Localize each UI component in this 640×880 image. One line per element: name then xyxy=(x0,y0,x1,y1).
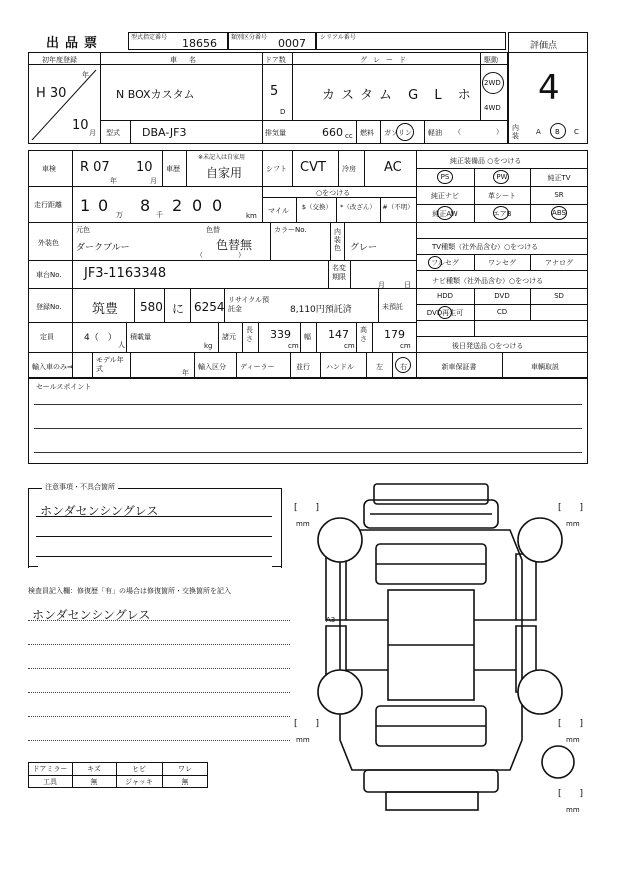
mileage-exchange: $（交換） xyxy=(301,203,333,211)
bracket-bottom-right: [ ] xyxy=(558,719,584,729)
car-name-label: 車名 xyxy=(170,56,208,64)
inspection-value: R 07 xyxy=(80,160,110,175)
mileage-man: 万 xyxy=(116,211,123,219)
registration-number: 6254 xyxy=(194,300,225,314)
navi-sd: SD xyxy=(554,292,564,300)
original-color: ダークブルー xyxy=(76,243,130,253)
displacement-value: 660 xyxy=(322,126,343,139)
class-number-label: 類別区分番号 xyxy=(231,34,268,41)
year-unit: 年 xyxy=(82,71,89,79)
mileage-digit-6: 0 xyxy=(212,196,223,215)
grade-label: グレード xyxy=(360,56,412,64)
import-dealer: ディーラー xyxy=(240,363,275,371)
legend-break: ワレ xyxy=(178,765,192,773)
later-title: 後日発送品 ○をつける xyxy=(452,342,524,350)
option-airbag-circle xyxy=(493,206,509,220)
shift-label: シフト xyxy=(266,165,287,173)
option-ps-circle xyxy=(437,170,453,184)
legend-jack: ジャッキ xyxy=(125,778,153,786)
fuel-gasoline: ガソリン xyxy=(384,129,412,137)
mileage-label: 走行距離 xyxy=(34,201,62,209)
legend-mirror: ドアミラー xyxy=(32,765,68,773)
option-tv: 純正TV xyxy=(547,174,571,182)
navi-hdd: HDD xyxy=(436,292,454,300)
fuel-diesel: 軽油 xyxy=(428,129,442,137)
recycle-unpaid: 未預託 xyxy=(382,303,403,311)
mm-bottom-right: mm xyxy=(566,736,580,744)
bracket-spare: [ ] xyxy=(558,789,584,799)
model-value: DBA-JF3 xyxy=(142,126,187,139)
capacity-label: 定員 xyxy=(40,333,54,341)
mileage-digit-1: 1 xyxy=(80,196,91,215)
mileage-unknown: #（不明） xyxy=(382,203,414,211)
mileage-sen: 千 xyxy=(156,211,163,219)
capacity-value: 4（ ） xyxy=(84,333,117,343)
displacement-label: 排気量 xyxy=(265,129,286,137)
mm-bottom-left: mm xyxy=(296,736,310,744)
tv-fullseg-circle xyxy=(428,256,442,269)
tv-analog: アナログ xyxy=(545,259,573,267)
recycle-label: リサイクル預託金 xyxy=(228,296,270,313)
repaint-paren: （ ） xyxy=(196,251,245,259)
import-parallel: 並行 xyxy=(296,363,310,371)
interior-circle xyxy=(550,123,566,139)
registration-place: 筑豊 xyxy=(92,302,119,317)
mileage-km: km xyxy=(246,212,257,220)
height-cm: cm xyxy=(400,342,411,350)
damage-mark: A3 xyxy=(326,616,336,624)
sheet-title: 出品票 xyxy=(46,36,104,51)
repaint-label: 色替 xyxy=(206,226,220,234)
interior-color-label: 内装色 xyxy=(334,228,341,252)
first-reg-month: 10 xyxy=(72,118,89,133)
navi-cd: CD xyxy=(496,308,508,316)
class-number: 0007 xyxy=(278,37,306,50)
inspector-label: 検査員記入欄：修復歴「有」の場合は修復箇所・交換箇所を記入 xyxy=(28,587,231,595)
chassis-number: JF3-1163348 xyxy=(84,266,167,281)
navi-dvd: DVD xyxy=(494,292,510,300)
recycle-amount: 8,110円預託済 xyxy=(290,305,352,315)
fuel-label: 燃料 xyxy=(360,129,374,137)
fuel-circle xyxy=(396,123,414,141)
tv-oneseg: ワンセグ xyxy=(488,259,516,267)
mileage-note: ○をつける xyxy=(316,189,351,197)
doors-label: ドア数 xyxy=(265,56,286,64)
navi-title: ナビ種類（社外品含む）○をつける xyxy=(432,277,544,285)
length-cm: cm xyxy=(288,342,299,350)
import-label: 輸入車のみ⇒ xyxy=(32,363,73,371)
inspector-text: ホンダセンシングレス xyxy=(32,608,151,622)
mileage-digit-2: 0 xyxy=(98,196,109,215)
ac-value: AC xyxy=(384,160,402,175)
option-airbag: エアB xyxy=(492,210,512,218)
option-sr: SR xyxy=(554,191,564,199)
width-cm: cm xyxy=(344,342,355,350)
capacity-unit: 人 xyxy=(118,341,125,349)
option-aw: 純正AW xyxy=(432,210,458,218)
month-unit: 月 xyxy=(89,129,96,137)
model-year-label: モデル年式 xyxy=(96,356,124,373)
cc-unit: cc xyxy=(345,132,353,140)
load-kg: kg xyxy=(204,342,213,350)
door-count: 5 xyxy=(270,84,279,99)
notes-label: 注意事項・不具合箇所 xyxy=(42,482,118,492)
option-navi: 純正ナビ xyxy=(431,192,459,200)
option-abs-circle xyxy=(551,206,567,220)
navi-dvd-play: DVD再生可 xyxy=(426,309,464,317)
mileage-digit-4: 2 xyxy=(172,196,183,215)
car-diagram xyxy=(290,470,590,820)
door-type: D xyxy=(280,108,286,116)
inspection-label: 車検 xyxy=(42,165,56,173)
serial-label: シリアル番号 xyxy=(320,34,356,41)
registration-label: 登録No. xyxy=(36,303,62,311)
mm-top-right: mm xyxy=(566,520,580,528)
option-ps: PS xyxy=(440,173,450,181)
handle-label: ハンドル xyxy=(326,363,354,371)
later-manual: 車輌取説 xyxy=(531,363,559,371)
drive-label: 駆動 xyxy=(484,56,498,64)
ac-label: 冷房 xyxy=(342,165,356,173)
option-pw-circle xyxy=(493,170,509,184)
first-reg-label: 初年度登録 xyxy=(42,56,77,64)
mm-spare: mm xyxy=(566,806,580,814)
import-kubun-label: 輸入区分 xyxy=(198,363,226,371)
type-number: 18656 xyxy=(182,37,217,50)
history-value: 自家用 xyxy=(206,166,243,180)
legend-scratch: キズ xyxy=(87,765,101,773)
first-reg-era: H 30 xyxy=(36,86,67,101)
legend-tools: 工具 xyxy=(43,778,57,786)
bracket-top-right: [ ] xyxy=(558,503,584,513)
tv-title: TV種類（社外品含む）○をつける xyxy=(432,243,539,251)
options-title: 純正装備品 ○をつける xyxy=(450,157,522,165)
shift-value: CVT xyxy=(300,160,326,175)
bracket-top-left: [ ] xyxy=(294,503,320,513)
option-abs: ABS xyxy=(552,209,566,217)
mileage-tamper: *（改ざん） xyxy=(340,203,376,211)
sales-point-label: セールスポイント xyxy=(36,383,92,391)
handle-left: 左 xyxy=(376,363,383,371)
navi-dvd-play-circle xyxy=(438,306,452,319)
option-aw-circle xyxy=(437,206,453,220)
meigi-day: 日 xyxy=(404,281,411,289)
grade-value: カスタム G L ホ xyxy=(322,88,477,103)
interior-b: B xyxy=(555,128,560,136)
mileage-digit-5: 0 xyxy=(192,196,203,215)
import-year-unit: 年 xyxy=(182,369,189,377)
drive-4wd: 4WD xyxy=(484,104,501,112)
legend-crack: ヒビ xyxy=(132,765,146,773)
option-pw: PW xyxy=(496,173,508,181)
inspection-month-unit: 月 xyxy=(150,177,157,185)
registration-class: 580 xyxy=(140,300,163,314)
original-color-label: 元色 xyxy=(76,226,90,234)
width-label: 幅 xyxy=(304,333,311,341)
interior-a: A xyxy=(536,128,541,136)
length-label: 長さ xyxy=(246,326,253,343)
legend-jack-value: 無 xyxy=(181,778,189,786)
load-label: 積載量 xyxy=(130,333,151,341)
repaint-value: 色替無 xyxy=(216,238,253,252)
chassis-label: 車台No. xyxy=(36,271,62,279)
height-value: 179 xyxy=(384,328,405,341)
later-warranty: 新車保証書 xyxy=(441,363,477,371)
outer-color-label: 外装色 xyxy=(38,239,59,247)
inspection-month: 10 xyxy=(136,160,153,175)
notes-text: ホンダセンシングレス xyxy=(40,504,159,518)
option-leather: 革シート xyxy=(488,192,516,200)
meigi-label: 名変期限 xyxy=(332,264,346,281)
history-label: 車歴 xyxy=(166,165,180,173)
registration-kana: に xyxy=(172,302,185,316)
interior-color: グレー xyxy=(350,243,378,253)
bracket-bottom-left: [ ] xyxy=(294,719,320,729)
interior-c: C xyxy=(574,128,579,136)
width-value: 147 xyxy=(328,328,349,341)
handle-right: 右 xyxy=(400,363,407,371)
inspection-year: 年 xyxy=(110,177,117,185)
handle-right-circle xyxy=(395,357,411,373)
type-number-label: 型式指定番号 xyxy=(131,34,168,41)
car-name: N BOXカスタム xyxy=(116,88,195,101)
score-value: 4 xyxy=(538,68,560,108)
score-label: 評価点 xyxy=(530,41,558,51)
drive-2wd: 2WD xyxy=(484,79,501,87)
interior-label: 内装 xyxy=(512,124,519,140)
length-value: 339 xyxy=(270,328,291,341)
history-note: ※未記入は自家用 xyxy=(198,154,246,161)
model-label: 型式 xyxy=(106,129,120,137)
size-label: 諸元 xyxy=(222,333,236,341)
height-label: 高さ xyxy=(360,326,367,343)
tv-fullseg: フルセグ xyxy=(431,259,459,267)
meigi-month: 月 xyxy=(378,281,385,289)
mileage-digit-3: 8 xyxy=(140,196,151,215)
color-no-label: カラーNo. xyxy=(274,226,307,234)
legend-tools-value: 無 xyxy=(90,778,98,786)
mm-top-left: mm xyxy=(296,520,310,528)
mileage-mile: マイル xyxy=(268,207,289,215)
